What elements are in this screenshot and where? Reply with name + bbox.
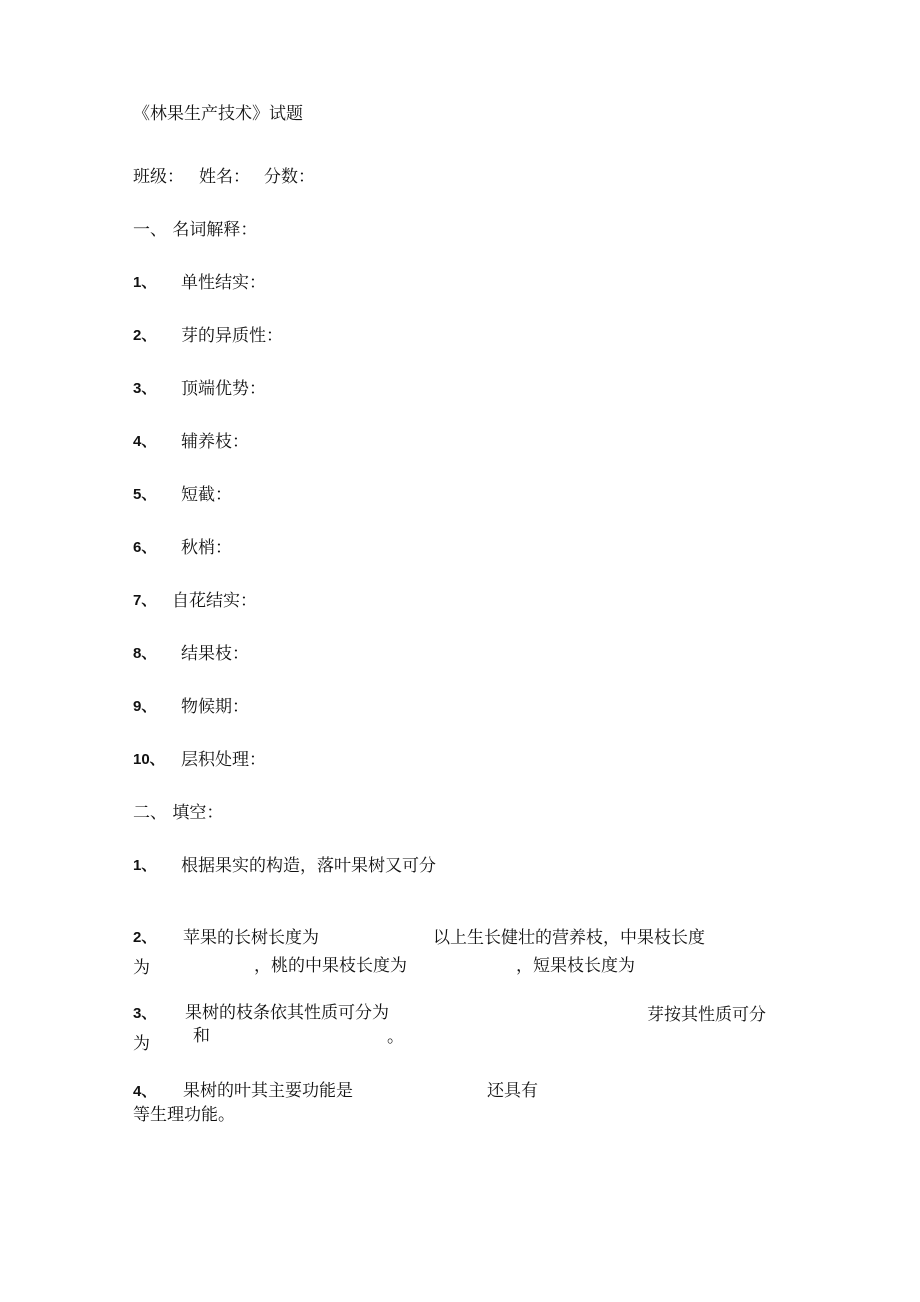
question-text: 等生理功能。 xyxy=(133,1105,235,1125)
term-label: 短截： xyxy=(181,485,232,505)
term-number: 10、 xyxy=(133,751,165,768)
term-number: 8、 xyxy=(133,645,157,662)
term-number: 4、 xyxy=(133,433,157,450)
term-label: 芽的异质性： xyxy=(181,326,283,346)
question-text: 为 xyxy=(133,1034,150,1054)
question-text: ，桃的中果枝长度为 xyxy=(254,956,407,976)
score-label: 分数： xyxy=(264,167,315,187)
term-label: 辅养枝： xyxy=(181,432,249,452)
document-title: 《林果生产技术》试题 xyxy=(133,104,303,124)
term-number: 3、 xyxy=(133,380,157,397)
term-label: 顶端优势： xyxy=(181,379,266,399)
term-label: 结果枝： xyxy=(181,644,249,664)
question-text: 和 xyxy=(193,1026,210,1046)
name-label: 姓名： xyxy=(199,167,250,187)
term-label: 自花结实： xyxy=(172,591,257,611)
question-text: ，短果枝长度为 xyxy=(516,956,635,976)
question-text: 根据果实的构造，落叶果树又可分 xyxy=(181,856,436,876)
question-number: 3、 xyxy=(133,1005,157,1022)
term-label: 秋梢： xyxy=(181,538,232,558)
term-number: 6、 xyxy=(133,539,157,556)
question-text: 芽按其性质可分 xyxy=(647,1005,766,1025)
question-text: 苹果的长树长度为 xyxy=(183,928,319,948)
term-label: 单性结实： xyxy=(181,273,266,293)
term-number: 5、 xyxy=(133,486,157,503)
term-number: 1、 xyxy=(133,274,157,291)
section1-heading: 一、 名词解释： xyxy=(133,220,258,240)
term-label: 物候期： xyxy=(181,697,249,717)
term-number: 9、 xyxy=(133,698,157,715)
question-text: 为 xyxy=(133,958,150,978)
question-number: 2、 xyxy=(133,929,157,946)
term-label: 层积处理： xyxy=(181,750,266,770)
question-text: 还具有 xyxy=(487,1081,538,1101)
term-number: 2、 xyxy=(133,327,157,344)
term-number: 7、 xyxy=(133,592,157,609)
question-number: 1、 xyxy=(133,857,157,874)
section2-heading: 二、 填空： xyxy=(133,803,224,823)
class-label: 班级： xyxy=(133,167,184,187)
question-text: 。 xyxy=(387,1027,404,1047)
question-text: 果树的枝条依其性质可分为 xyxy=(185,1003,389,1023)
question-text: 果树的叶其主要功能是 xyxy=(183,1081,353,1101)
question-number: 4、 xyxy=(133,1083,157,1100)
question-text: 以上生长健壮的营养枝，中果枝长度 xyxy=(433,928,705,948)
